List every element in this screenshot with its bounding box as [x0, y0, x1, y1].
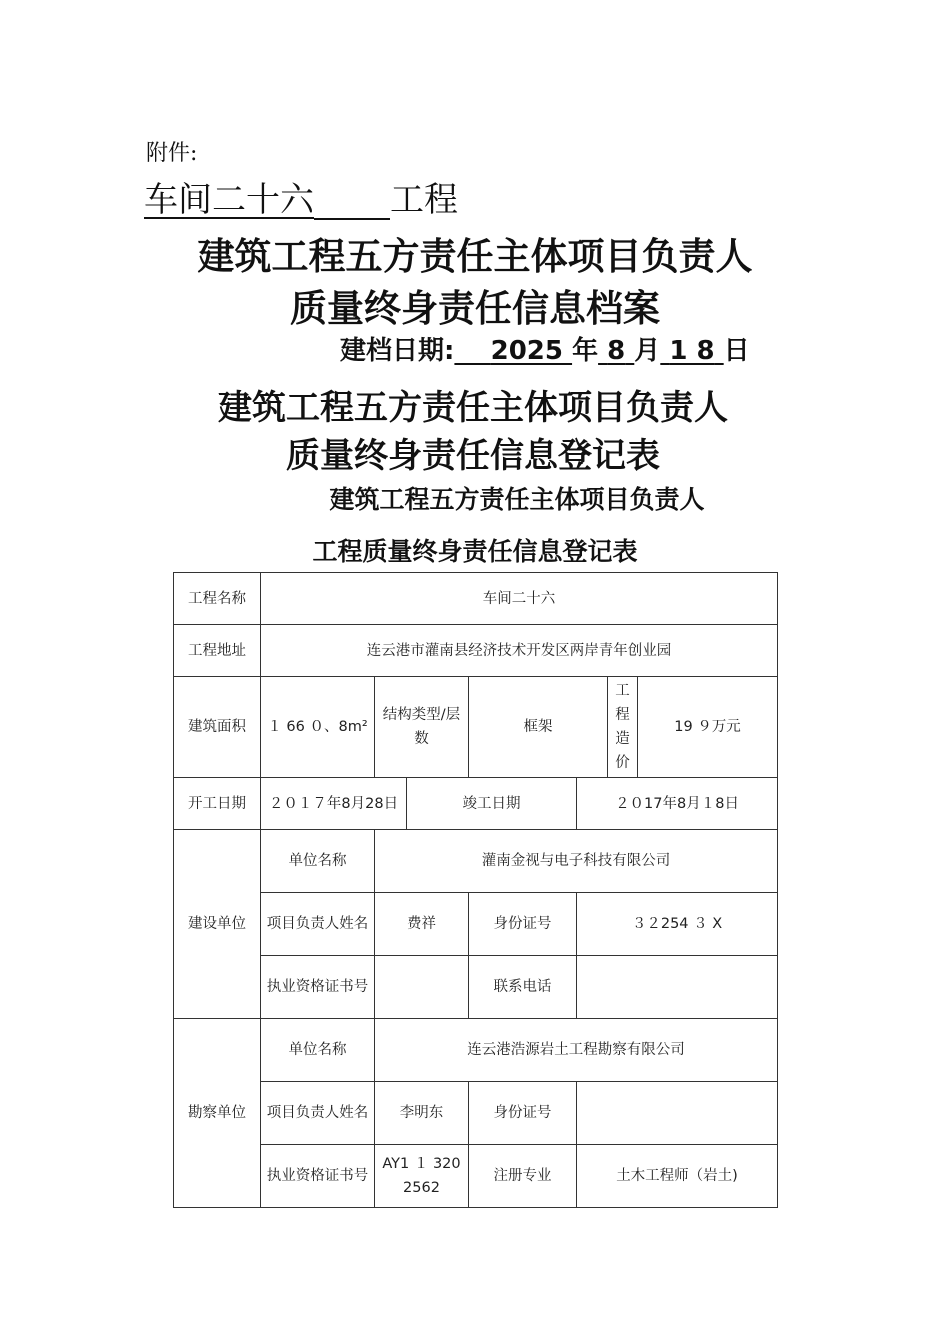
table-row — [174, 778, 778, 830]
construction-unit-label: 建设单位 — [174, 830, 261, 1019]
registration-table — [173, 572, 778, 1208]
survey-id-label: 身份证号 — [469, 1082, 577, 1145]
table-row — [174, 956, 778, 1019]
structure-value: 框架 — [469, 677, 608, 778]
archive-title-line2: 质量终身责任信息档案 — [290, 287, 660, 330]
table-row — [174, 830, 778, 893]
table-row — [174, 625, 778, 677]
archive-date-day-unit: 日 — [723, 336, 750, 366]
construction-leader-label: 项目负责人姓名 — [261, 893, 375, 956]
construction-id-value: ３２254 ３ X — [577, 893, 778, 956]
register-subtitle-line1: 建筑工程五方责任主体项目负责人 — [329, 485, 705, 514]
register-title-line2: 质量终身责任信息登记表 — [286, 436, 660, 476]
construction-leader-value: 费祥 — [375, 893, 469, 956]
construction-cert-value — [375, 956, 469, 1019]
project-address-value: 连云港市灌南县经济技术开发区两岸青年创业园 — [261, 625, 778, 677]
table-row — [174, 1019, 778, 1082]
archive-date — [340, 330, 750, 367]
project-name-value: 车间二十六 — [261, 573, 778, 625]
archive-date-label: 建档日期: — [340, 336, 455, 366]
archive-date-month-unit: 月 — [634, 336, 661, 366]
completion-date-value: ２０17年8月１8日 — [577, 778, 778, 830]
archive-date-year-unit: 年 — [572, 336, 599, 366]
start-date-value: ２０１７年8月28日 — [261, 778, 407, 830]
survey-major-label: 注册专业 — [469, 1145, 577, 1208]
register-title-line1: 建筑工程五方责任主体项目负责人 — [218, 388, 728, 428]
survey-unit-label: 勘察单位 — [174, 1019, 261, 1208]
archive-title-line1: 建筑工程五方责任主体项目负责人 — [197, 235, 753, 278]
archive-date-month: 8 — [607, 336, 626, 366]
area-value: １ 66 ０、8m² — [261, 677, 375, 778]
project-address-label: 工程地址 — [174, 625, 261, 677]
table-row — [174, 1145, 778, 1208]
archive-date-day: 1 8 — [669, 336, 715, 366]
survey-id-value — [577, 1082, 778, 1145]
construction-id-label: 身份证号 — [469, 893, 577, 956]
table-row — [174, 677, 778, 778]
project-name-label: 工程名称 — [174, 573, 261, 625]
construction-phone-value — [577, 956, 778, 1019]
survey-unit-name-value: 连云港浩源岩土工程勘察有限公司 — [375, 1019, 778, 1082]
construction-phone-label: 联系电话 — [469, 956, 577, 1019]
project-suffix: 工程 — [390, 180, 458, 220]
archive-date-year: 2025 — [490, 336, 563, 366]
construction-unit-name-value: 灌南金视与电子科技有限公司 — [375, 830, 778, 893]
project-name: 车间二十六 — [144, 180, 314, 220]
attachment-label: 附件: — [146, 141, 198, 166]
cost-value: 19 ９万元 — [638, 677, 778, 778]
table-row — [174, 573, 778, 625]
construction-cert-label: 执业资格证书号 — [261, 956, 375, 1019]
table-row — [174, 1082, 778, 1145]
construction-unit-name-label: 单位名称 — [261, 830, 375, 893]
survey-cert-label: 执业资格证书号 — [261, 1145, 375, 1208]
survey-major-value: 土木工程师（岩土) — [577, 1145, 778, 1208]
survey-leader-value: 李明东 — [375, 1082, 469, 1145]
cost-label: 工程造价 — [608, 677, 638, 778]
project-name-underline — [314, 184, 390, 220]
project-line — [144, 180, 458, 220]
register-subtitle-line2: 工程质量终身责任信息登记表 — [312, 537, 638, 566]
survey-unit-name-label: 单位名称 — [261, 1019, 375, 1082]
survey-leader-label: 项目负责人姓名 — [261, 1082, 375, 1145]
survey-cert-value: AY1 １ 3202562 — [375, 1145, 469, 1208]
table-row — [174, 893, 778, 956]
completion-date-label: 竣工日期 — [407, 778, 577, 830]
structure-label: 结构类型/层数 — [375, 677, 469, 778]
start-date-label: 开工日期 — [174, 778, 261, 830]
area-label: 建筑面积 — [174, 677, 261, 778]
